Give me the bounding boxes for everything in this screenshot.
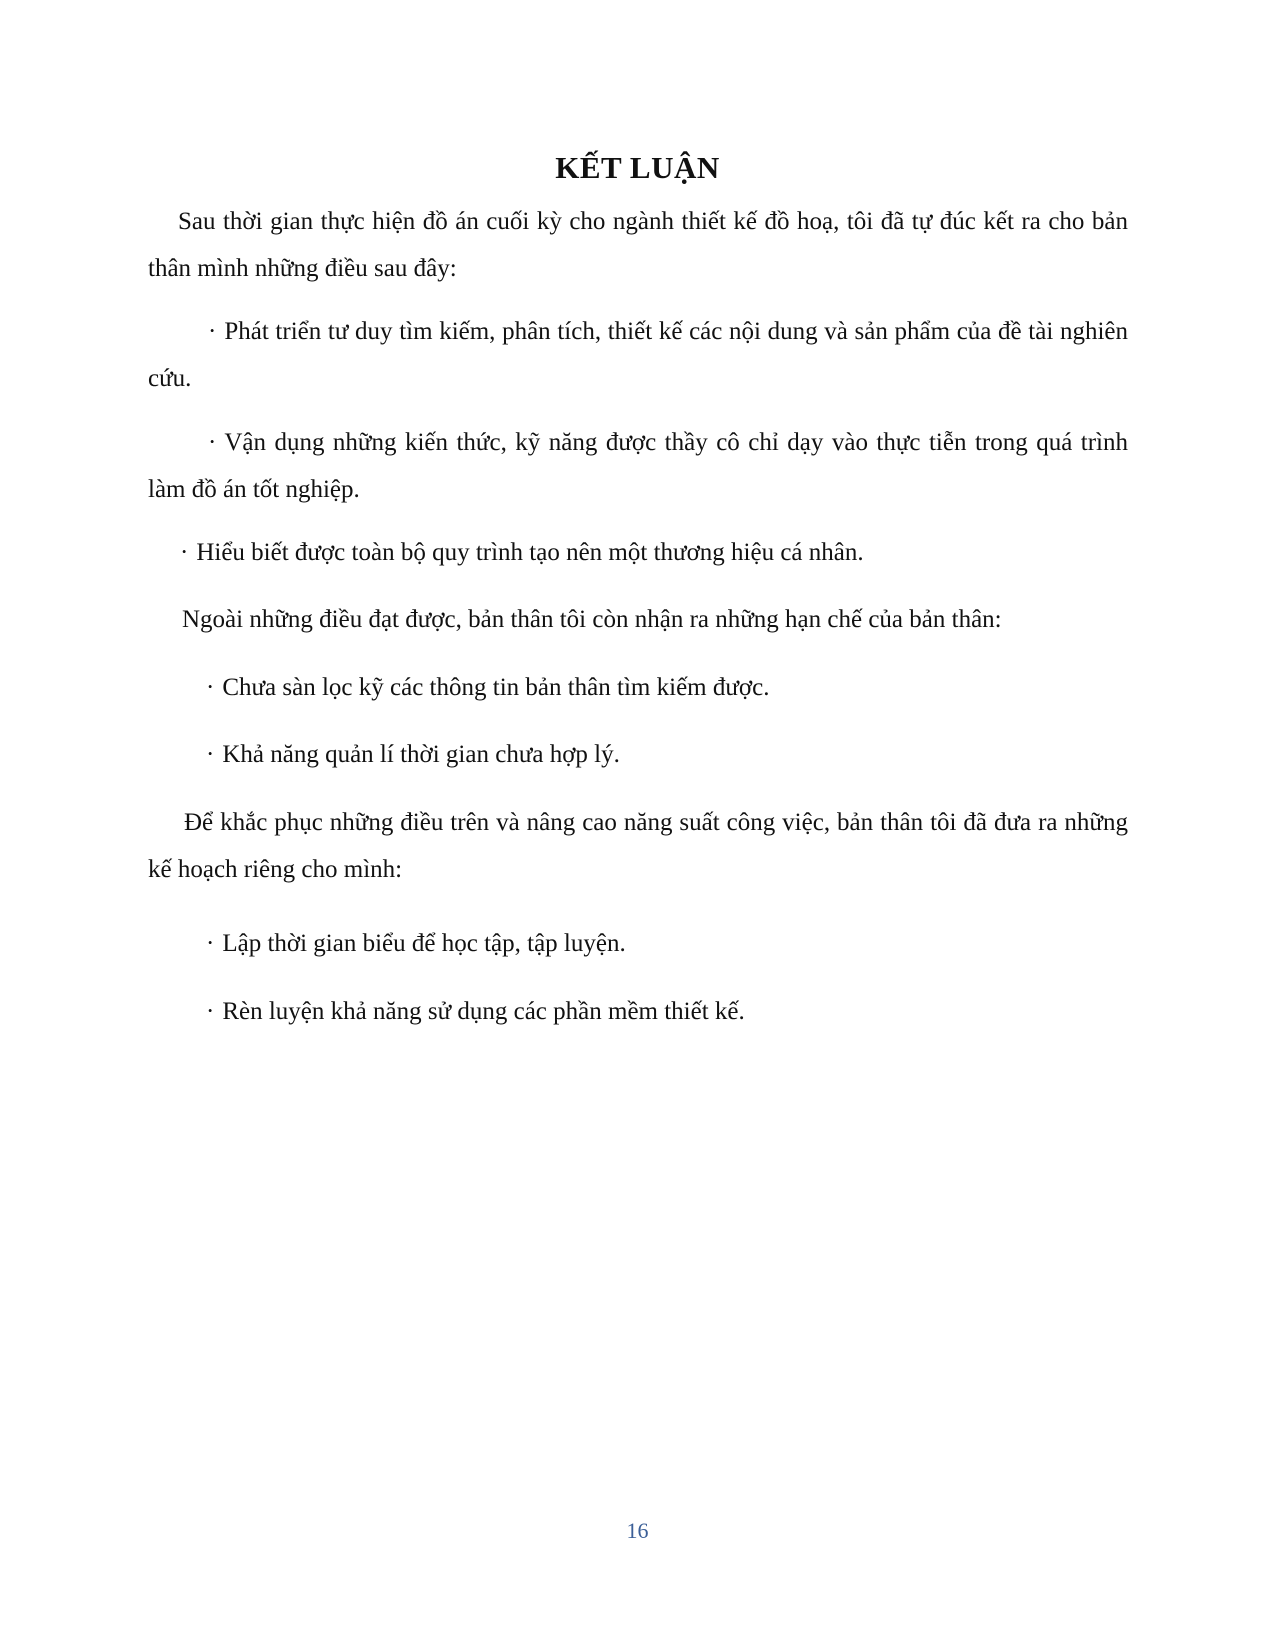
page-number: 16 xyxy=(626,1518,649,1543)
plans-intro: Để khắc phục những điều trên và nâng cao năng suất công việc, bản thân tôi đã đưa ra những kế hoạch riêng cho mình: xyxy=(148,809,1128,883)
achievement-text-2: Vận dụng những kiến thức, kỹ năng được thầy cô chỉ dạy vào thực tiễn trong quá trình làm đồ án tốt nghiệp. xyxy=(148,429,1128,503)
achievement-item-1 xyxy=(148,308,1128,402)
plan-item-1 xyxy=(206,920,626,967)
limitation-text-2: Khả năng quản lí thời gian chưa hợp lý. xyxy=(222,741,620,768)
bullet-icon: · xyxy=(208,429,217,456)
bullet-icon: · xyxy=(206,930,215,957)
bullet-icon: · xyxy=(208,318,217,345)
intro-paragraph: Sau thời gian thực hiện đồ án cuối kỳ cho ngành thiết kế đồ hoạ, tôi đã tự đúc kết ra cho bản thân mình những điều sau đây: xyxy=(148,208,1128,282)
achievement-item-2 xyxy=(148,419,1128,513)
plan-item-2 xyxy=(206,988,745,1035)
plan-text-1: Lập thời gian biểu để học tập, tập luyện. xyxy=(222,930,626,957)
limitations-intro: Ngoài những điều đạt được, bản thân tôi còn nhận ra những hạn chế của bản thân: xyxy=(182,606,1002,633)
achievement-text-3: Hiểu biết được toàn bộ quy trình tạo nên một thương hiệu cá nhân. xyxy=(196,539,864,566)
bullet-icon: · xyxy=(180,539,189,566)
achievement-item-3 xyxy=(180,529,864,576)
plan-text-2: Rèn luyện khả năng sử dụng các phần mềm thiết kế. xyxy=(222,998,745,1025)
limitation-text-1: Chưa sàn lọc kỹ các thông tin bản thân tìm kiếm được. xyxy=(222,674,770,701)
bullet-icon: · xyxy=(206,741,215,768)
achievement-text-1: Phát triển tư duy tìm kiếm, phân tích, thiết kế các nội dung và sản phẩm của đề tài nghiên cứu. xyxy=(148,318,1128,392)
limitation-item-1 xyxy=(206,664,769,711)
bullet-icon: · xyxy=(206,674,215,701)
bullet-icon: · xyxy=(206,998,215,1025)
page-title: KẾT LUẬN xyxy=(555,150,720,185)
limitation-item-2 xyxy=(206,731,620,778)
